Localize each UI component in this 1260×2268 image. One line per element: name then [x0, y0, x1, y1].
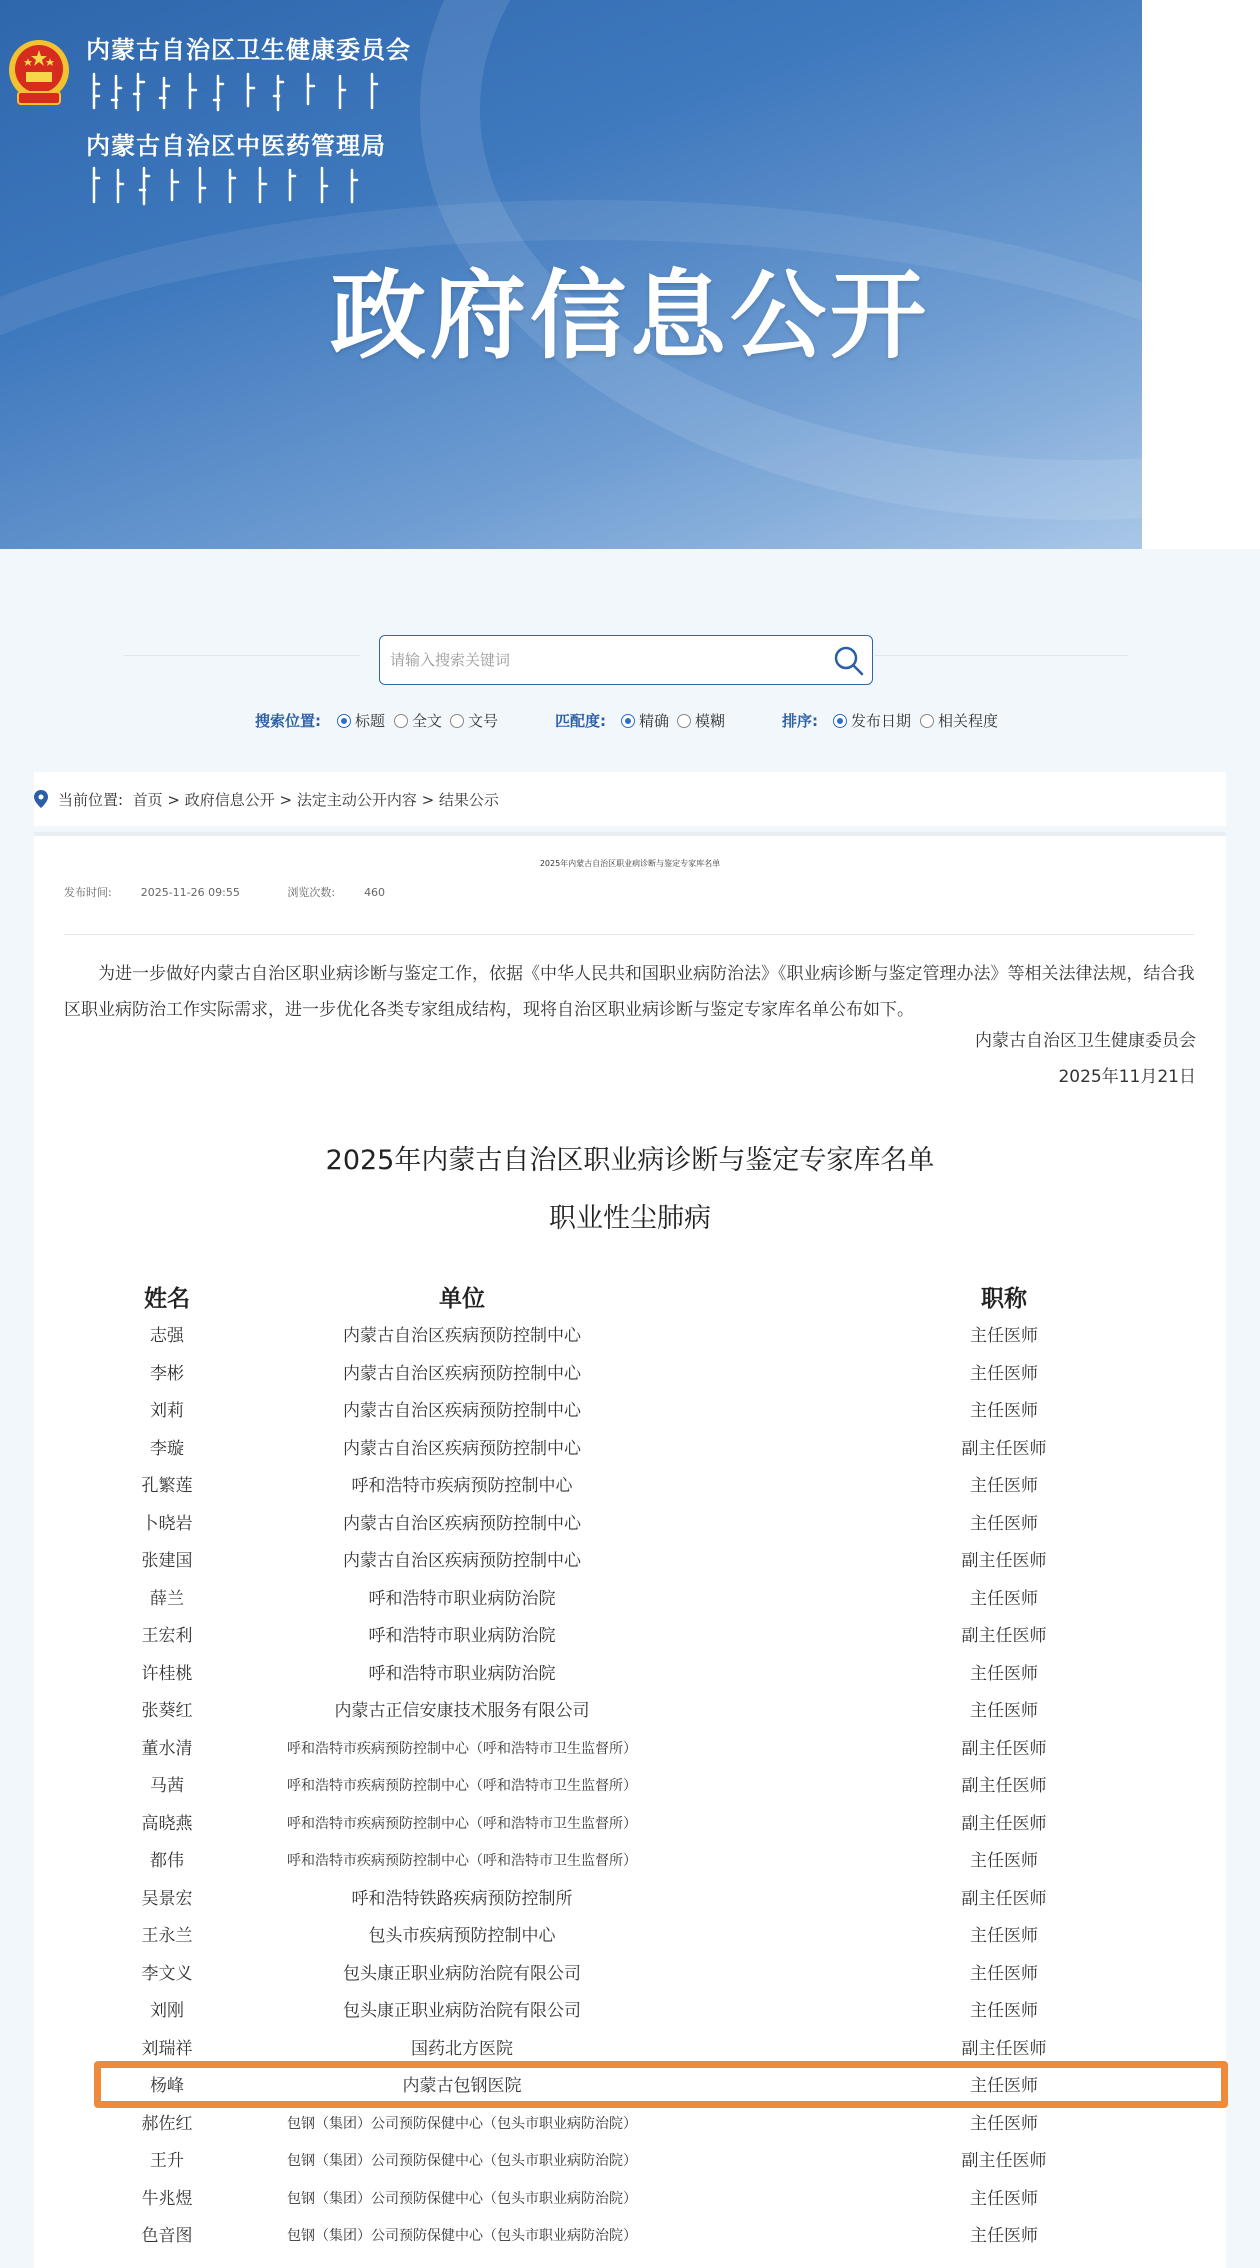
cell-unit: 内蒙古自治区疾病预防控制中心	[343, 1438, 581, 1459]
table-row	[34, 1843, 1226, 1881]
header-name: 姓名	[144, 1286, 190, 1312]
cell-name: 王宏利	[141, 1626, 193, 1646]
article-content	[34, 836, 1226, 2268]
view-count: 浏览次数: 460	[287, 886, 386, 899]
cell-unit: 包头市疾病预防控制中心	[368, 1926, 556, 1946]
cell-unit: 包钢（集团）公司预防保健中心（包头市职业病防治院）	[287, 2228, 637, 2244]
cell-title: 副主任医师	[961, 1888, 1047, 1909]
cell-unit: 内蒙古自治区疾病预防控制中心	[343, 1551, 581, 1571]
search-icon[interactable]	[832, 644, 866, 678]
cell-unit: 呼和浩特市职业病防治院	[368, 1588, 556, 1609]
table-header	[34, 1280, 1226, 1314]
cell-title: 主任医师	[970, 1326, 1038, 1346]
sort-label: 排序:	[782, 712, 818, 730]
table-row	[34, 1731, 1226, 1769]
table-row	[34, 1656, 1226, 1694]
cell-title: 副主任医师	[961, 2038, 1047, 2059]
radio-match-fuzzy[interactable]: 模糊	[677, 710, 725, 731]
table-row	[34, 1506, 1226, 1544]
cell-name: 李文义	[141, 1963, 193, 1984]
table-row	[34, 1393, 1226, 1431]
cell-name: 王升	[150, 2151, 184, 2171]
cell-unit: 内蒙古自治区疾病预防控制中心	[343, 1401, 581, 1421]
cell-name: 高晓燕	[141, 1813, 193, 1834]
radio-checked-icon	[621, 714, 635, 728]
cell-name: 刘瑞祥	[141, 2038, 193, 2059]
table-row	[34, 1318, 1226, 1356]
cell-title: 副主任医师	[961, 1626, 1047, 1646]
cell-name: 志强	[150, 1326, 184, 1346]
radio-sort-date[interactable]: 发布日期	[833, 710, 911, 731]
cell-unit: 内蒙古自治区疾病预防控制中心	[343, 1513, 581, 1534]
cell-unit: 包头康正职业病防治院有限公司	[343, 2001, 581, 2021]
document-subtitle: 职业性尘肺病	[549, 1203, 711, 1234]
cell-name: 李璇	[150, 1438, 184, 1459]
radio-unchecked-icon	[450, 714, 464, 728]
cell-title: 主任医师	[970, 1401, 1038, 1421]
table-row	[34, 2218, 1226, 2256]
cell-name: 马茜	[150, 1776, 184, 1796]
cell-unit: 包钢（集团）公司预防保健中心（包头市职业病防治院）	[287, 2190, 637, 2207]
org-name-health-commission: 内蒙古自治区卫生健康委员会	[86, 36, 411, 64]
search-options	[0, 710, 1260, 732]
cell-unit: 呼和浩特铁路疾病预防控制所	[351, 1888, 573, 1909]
cell-unit: 呼和浩特市职业病防治院	[368, 1626, 556, 1646]
radio-checked-icon	[337, 714, 351, 728]
cell-unit: 呼和浩特市职业病防治院	[368, 1663, 556, 1684]
cell-name: 杨峰	[150, 2076, 184, 2096]
cell-title: 主任医师	[970, 1588, 1038, 1609]
breadcrumb	[34, 772, 1226, 826]
cell-unit: 内蒙古正信安康技术服务有限公司	[334, 1701, 590, 1721]
banner-title: 政府信息公开	[330, 260, 930, 372]
location-pin-icon	[34, 790, 48, 808]
national-emblem-icon	[6, 36, 72, 108]
table-body	[34, 1318, 1226, 2256]
cell-title: 副主任医师	[961, 1776, 1047, 1796]
cell-name: 色音图	[141, 2226, 193, 2246]
article-date: 2025年11月21日	[1058, 1067, 1196, 1087]
search-position-label: 搜索位置:	[255, 712, 321, 730]
table-row	[34, 1806, 1226, 1844]
mongolian-script-org-name-1	[90, 70, 390, 116]
cell-unit: 内蒙古包钢医院	[402, 2076, 522, 2096]
cell-name: 刘莉	[150, 1401, 184, 1421]
match-label: 匹配度:	[555, 712, 606, 730]
cell-unit: 呼和浩特市疾病预防控制中心（呼和浩特市卫生监督所）	[287, 1778, 637, 1794]
table-row	[34, 1581, 1226, 1619]
mongolian-script-org-name-2	[90, 164, 370, 210]
cell-title: 主任医师	[970, 2188, 1038, 2209]
cell-title: 副主任医师	[961, 1738, 1047, 1759]
cell-name: 牛兆煜	[141, 2188, 193, 2209]
table-row	[34, 1468, 1226, 1506]
meta-divider	[64, 934, 1194, 935]
cell-unit: 呼和浩特市疾病预防控制中心（呼和浩特市卫生监督所）	[287, 1815, 637, 1832]
table-row	[34, 2106, 1226, 2144]
table-row	[34, 1543, 1226, 1581]
cell-name: 刘刚	[150, 2001, 184, 2021]
cell-unit: 呼和浩特市疾病预防控制中心（呼和浩特市卫生监督所）	[287, 1740, 637, 1757]
cell-unit: 包钢（集团）公司预防保健中心（包头市职业病防治院）	[287, 2153, 637, 2169]
cell-title: 副主任医师	[961, 1551, 1047, 1571]
cell-title: 主任医师	[970, 1851, 1038, 1871]
cell-title: 主任医师	[970, 1476, 1038, 1496]
cell-title: 副主任医师	[961, 1813, 1047, 1834]
org-name-tcm-administration: 内蒙古自治区中医药管理局	[86, 132, 386, 160]
highlighted-row-outline	[94, 2061, 1228, 2108]
cell-name: 郝佐红	[141, 2113, 193, 2134]
table-row	[34, 1956, 1226, 1994]
table-row	[34, 1993, 1226, 2031]
header-title: 职称	[981, 1286, 1027, 1312]
article-meta	[64, 884, 429, 900]
cell-title: 主任医师	[970, 2001, 1038, 2021]
cell-unit: 国药北方医院	[411, 2038, 513, 2059]
article-small-title: 2025年内蒙古自治区职业病诊断与鉴定专家库名单	[539, 859, 721, 868]
cell-title: 主任医师	[970, 1663, 1038, 1684]
cell-title: 主任医师	[970, 1926, 1038, 1946]
cell-title: 主任医师	[970, 1963, 1038, 1984]
cell-title: 主任医师	[970, 2226, 1038, 2246]
cell-unit: 内蒙古自治区疾病预防控制中心	[343, 1326, 581, 1346]
table-row	[34, 2181, 1226, 2219]
cell-unit: 内蒙古自治区疾病预防控制中心	[343, 1363, 581, 1384]
radio-checked-icon	[833, 714, 847, 728]
cell-name: 吴景宏	[141, 1888, 193, 1909]
search-box	[379, 635, 873, 685]
cell-title: 副主任医师	[961, 1438, 1047, 1459]
cell-name: 张葵红	[141, 1701, 193, 1721]
cell-name: 都伟	[150, 1851, 184, 1871]
table-row	[34, 1431, 1226, 1469]
cell-name: 王永兰	[141, 1926, 193, 1946]
table-row	[34, 2143, 1226, 2181]
cell-name: 张建国	[141, 1551, 193, 1571]
cell-title: 副主任医师	[961, 2151, 1047, 2171]
table-row	[34, 1881, 1226, 1919]
radio-position-title[interactable]: 标题	[337, 710, 385, 731]
cell-name: 薛兰	[150, 1588, 184, 1609]
table-row	[34, 1693, 1226, 1731]
publish-time: 发布时间: 2025-11-26 09:55	[64, 886, 240, 899]
document-title: 2025年内蒙古自治区职业病诊断与鉴定专家库名单	[325, 1145, 935, 1176]
cell-unit: 包头康正职业病防治院有限公司	[343, 1963, 581, 1984]
cell-unit: 呼和浩特市疾病预防控制中心（呼和浩特市卫生监督所）	[287, 1853, 637, 1869]
radio-sort-relevance[interactable]: 相关程度	[920, 710, 998, 731]
search-divider-left	[124, 655, 360, 656]
cell-title: 主任医师	[970, 2076, 1038, 2096]
cell-name: 许桂桃	[141, 1663, 193, 1684]
article-signature: 内蒙古自治区卫生健康委员会	[975, 1031, 1196, 1051]
radio-position-docnumber[interactable]: 文号	[450, 710, 498, 731]
cell-name: 李彬	[150, 1363, 184, 1384]
table-row	[34, 1768, 1226, 1806]
table-row	[34, 1918, 1226, 1956]
radio-unchecked-icon	[677, 714, 691, 728]
cell-title: 主任医师	[970, 1701, 1038, 1721]
cell-title: 主任医师	[970, 1363, 1038, 1384]
cell-name: 孔繁莲	[141, 1476, 193, 1496]
radio-unchecked-icon	[394, 714, 408, 728]
cell-name: 董水清	[141, 1738, 193, 1759]
header-unit: 单位	[439, 1286, 485, 1312]
radio-unchecked-icon	[920, 714, 934, 728]
cell-unit: 包钢（集团）公司预防保健中心（包头市职业病防治院）	[287, 2115, 637, 2132]
search-divider-right	[874, 655, 1128, 656]
table-row	[34, 1618, 1226, 1656]
radio-position-fulltext[interactable]: 全文	[394, 710, 442, 731]
cell-name: 卜晓岩	[141, 1513, 193, 1534]
cell-unit: 呼和浩特市疾病预防控制中心	[351, 1476, 573, 1496]
cell-title: 主任医师	[970, 2113, 1038, 2134]
radio-match-exact[interactable]: 精确	[621, 710, 669, 731]
cell-title: 主任医师	[970, 1513, 1038, 1534]
search-input[interactable]	[390, 646, 810, 674]
breadcrumb-text[interactable]: 当前位置: 首页 > 政府信息公开 > 法定主动公开内容 > 结果公示	[58, 791, 499, 809]
table-row	[34, 1356, 1226, 1394]
article-intro: 为进一步做好内蒙古自治区职业病诊断与鉴定工作，依据《中华人民共和国职业病防治法》《职业病诊断与鉴定管理办法》等相关法律法规，结合我区职业病防治工作实际需求，进一步优化各类专家组成结构，现将自治区职业病诊断与鉴定专家库名单公布如下。	[64, 964, 1195, 1020]
